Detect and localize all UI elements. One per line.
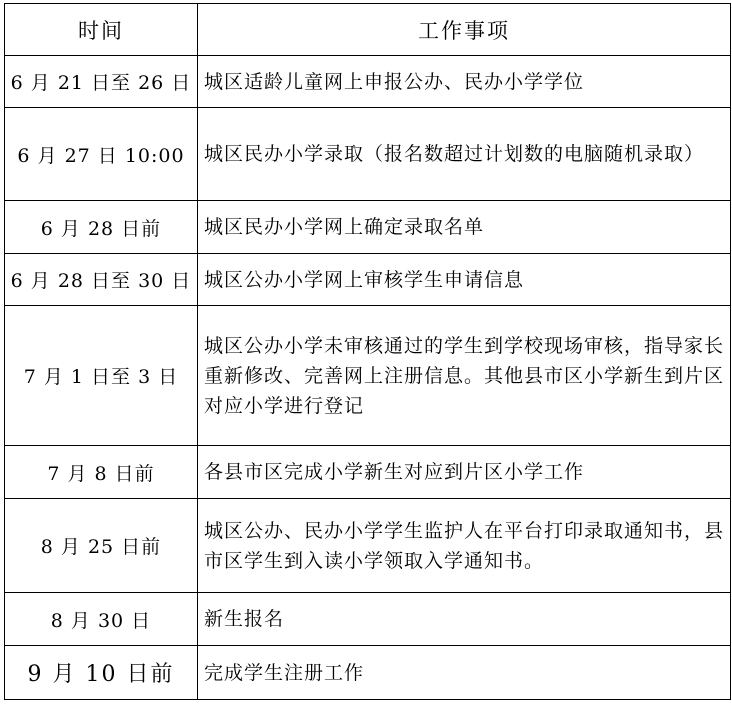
header-item: 工作事项 — [198, 4, 731, 56]
table-row — [5, 306, 731, 446]
table-row — [5, 446, 731, 499]
table-row — [5, 108, 731, 201]
row-time: 7 月 1 日至 3 日 — [5, 306, 198, 446]
row-item: 完成学生注册工作 — [198, 646, 731, 700]
row-item: 城区民办小学录取（报名数超过计划数的电脑随机录取） — [198, 108, 731, 201]
table-row — [5, 499, 731, 593]
row-time: 8 月 30 日 — [5, 593, 198, 646]
row-time: 6 月 28 日前 — [5, 201, 198, 254]
row-item: 城区公办小学未审核通过的学生到学校现场审核，指导家长重新修改、完善网上注册信息。其他县市区小学新生到片区对应小学进行登记 — [198, 306, 731, 446]
row-item: 城区适龄儿童网上申报公办、民办小学学位 — [198, 56, 731, 108]
enrollment-schedule-table — [4, 3, 731, 700]
header-time: 时间 — [5, 4, 198, 56]
table-row — [5, 254, 731, 306]
row-time: 9 月 10 日前 — [5, 646, 198, 700]
table-row — [5, 593, 731, 646]
row-time: 6 月 21 日至 26 日 — [5, 56, 198, 108]
row-item: 各县市区完成小学新生对应到片区小学工作 — [198, 446, 731, 499]
row-time: 6 月 28 日至 30 日 — [5, 254, 198, 306]
row-item: 城区公办、民办小学学生监护人在平台打印录取通知书，县市区学生到入读小学领取入学通知书。 — [198, 499, 731, 593]
row-item: 城区公办小学网上审核学生申请信息 — [198, 254, 731, 306]
row-time: 7 月 8 日前 — [5, 446, 198, 499]
row-time: 8 月 25 日前 — [5, 499, 198, 593]
row-item: 新生报名 — [198, 593, 731, 646]
row-item: 城区民办小学网上确定录取名单 — [198, 201, 731, 254]
table-row — [5, 201, 731, 254]
table-row — [5, 56, 731, 108]
table-row — [5, 646, 731, 700]
row-time: 6 月 27 日 10:00 — [5, 108, 198, 201]
table-header-row — [5, 4, 731, 56]
